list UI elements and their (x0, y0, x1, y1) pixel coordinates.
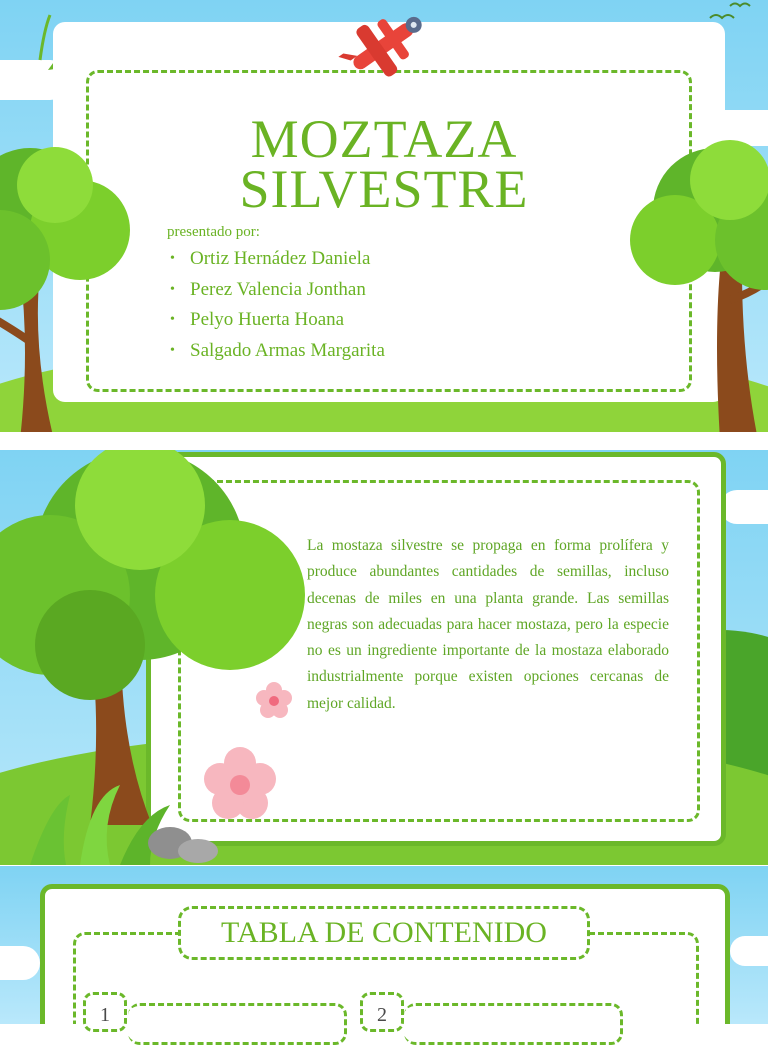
toc-item-number: 1 (83, 992, 127, 1032)
toc-item-frame (404, 1003, 623, 1045)
title-line-1: MOZTAZA (250, 109, 518, 169)
cloud (0, 946, 40, 980)
description-paragraph: La mostaza silvestre se propaga en forma prolífera y produce abundantes cantidades de semillas, incluso decenas de miles en una planta grande. Las semillas negras son adecuadas para hacer mostaza, pero la especie no es un ingrediente importante de la mostaza elaborado industrialmente porque existen opciones cercanas de mejor calidad. (307, 537, 669, 712)
slide-title (0, 0, 768, 432)
slide-description (0, 450, 768, 865)
flower-icon (202, 743, 278, 825)
airplane-icon (338, 0, 433, 90)
author-item (170, 305, 385, 336)
bullet-icon: • (170, 342, 175, 358)
author-name: Ortiz Hernádez Daniela (190, 248, 371, 269)
presented-by-label: presentado por: (167, 224, 260, 240)
author-name: Perez Valencia Jonthan (190, 278, 366, 300)
author-list (170, 244, 385, 366)
flower-icon (254, 680, 294, 720)
author-item (170, 336, 385, 367)
bullet-icon: • (170, 281, 175, 297)
author-item (170, 275, 385, 306)
author-name: Pelyo Huerta Hoana (190, 309, 345, 330)
title-line-2: SILVESTRE (239, 159, 529, 219)
table-of-contents-title: TABLA DE CONTENIDO (178, 906, 590, 960)
cloud (720, 490, 768, 524)
cloud (730, 936, 768, 966)
bullet-icon: • (170, 312, 175, 327)
toc-item-frame (128, 1003, 347, 1045)
toc-item-number: 2 (360, 992, 404, 1032)
author-item (170, 244, 385, 275)
bullet-icon: • (170, 251, 175, 266)
author-name: Salgado Armas Margarita (190, 339, 385, 361)
